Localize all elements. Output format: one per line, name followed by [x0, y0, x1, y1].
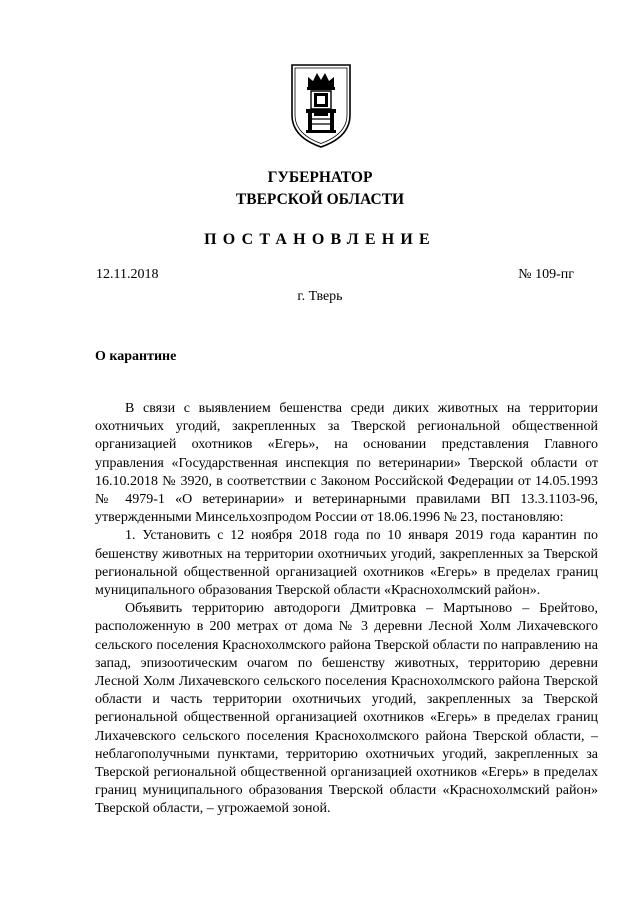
body-paragraph-item-1: 1. Установить с 12 ноября 2018 года по 10 января 2019 года карантин по бешенству животных на территории охотничьих угодий, закрепленных за Тверской региональной общественной организацией охотников «Егерь» в пределах границ муниципального образования Тверской области «Краснохолмский район».	[95, 528, 598, 599]
document-number: № 109-пг	[518, 267, 574, 282]
issuer-title-line1: ГУБЕРНАТОР	[267, 169, 373, 186]
document-body	[95, 400, 598, 819]
document-type: ПОСТАНОВЛЕНИЕ	[204, 231, 436, 248]
document-subject: О карантине	[95, 349, 177, 364]
body-paragraph-preamble: В связи с выявлением бешенства среди диких животных на территории охотничьих угодий, закрепленных за Тверской региональной общественной организацией охотников «Егерь», на основании представления Главного управления «Государственная инспекция по ветеринарии» Тверской области от 16.10.2018 № 3920, в соответствии с Законом Российской Федерации от 14.05.1993 № 4979-1 «О ветеринарии» и ветеринарными правилами ВП 13.3.1103-96, утвержденными Минсельхозпродом России от 18.06.1996 № 23, постановляю:	[95, 401, 598, 526]
coat-of-arms-icon	[290, 63, 352, 149]
document-date: 12.11.2018	[96, 267, 159, 282]
body-paragraph-zones: Объявить территорию автодороги Дмитровка – Мартыново – Брейтово, расположенную в 200 метрах от дома № 3 деревни Лесной Холм Лихачевского сельского поселения Краснохолмского района Тверской области по направлению на запад, эпизоотическим очагом по бешенству животных, территорию деревни Лесной Холм Лихачевского сельского поселения Краснохолмского района Тверской области и часть территории охотничьих угодий, закрепленных за Тверской региональной общественной организацией охотников «Егерь» в пределах границ Лихачевского сельского поселения Краснохолмского района Тверской области, – неблагополучными пунктами, территорию охотничьих угодий, закрепленных за Тверской региональной общественной организацией охотников «Егерь» в пределах границ муниципального образования Тверской области «Краснохолмский район» Тверской области, – угрожаемой зоной.	[95, 601, 598, 817]
document-city: г. Тверь	[297, 289, 343, 304]
issuer-title-line2: ТВЕРСКОЙ ОБЛАСТИ	[235, 191, 405, 208]
